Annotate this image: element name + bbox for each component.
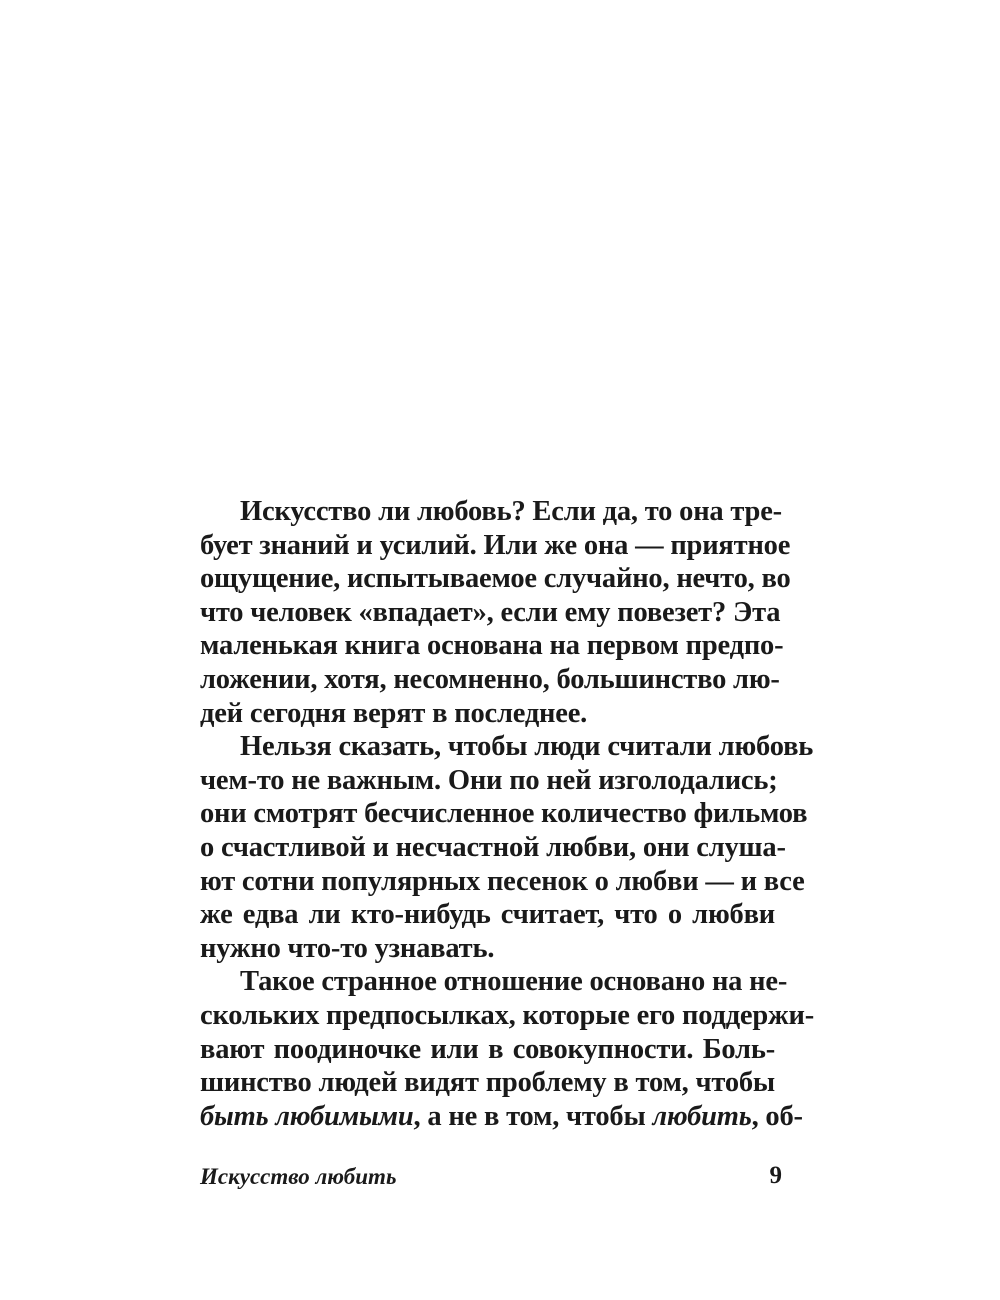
text-line: дей сегодня верят в последнее. — [200, 697, 588, 729]
text-line: бует знаний и усилий. Или же она — приятное — [200, 529, 791, 561]
body-text — [200, 495, 814, 1133]
page-number: 9 — [769, 1162, 782, 1189]
text-line: о счастливой и несчастной любви, они слуша- — [200, 831, 786, 863]
text-line: что человек «впадает», если ему повезет? Эта — [200, 596, 781, 628]
text-line — [200, 1100, 803, 1134]
text-line: они смотрят бесчисленное количество фильмов — [200, 798, 808, 830]
text-line: чем-то не важным. Они по ней изголодались; — [200, 764, 778, 796]
text-line: шинство людей видят проблему в том, чтобы — [200, 1067, 775, 1099]
text-line: ют сотни популярных песенок о любви — и все — [200, 865, 805, 897]
text-line: же едва ли кто-нибудь считает, что о любви — [200, 899, 775, 931]
text-run: , а не в том, чтобы — [413, 1100, 653, 1132]
text-line: Нельзя сказать, чтобы люди считали любовь — [240, 731, 814, 763]
italic-phrase: быть любимыми — [200, 1100, 414, 1132]
paragraph — [200, 495, 791, 730]
italic-phrase: любить — [652, 1100, 752, 1132]
text-line: маленькая книга основана на первом предпо- — [200, 630, 784, 662]
text-line: Искусство ли любовь? Если да, то она тре- — [240, 496, 782, 527]
paragraph — [200, 730, 814, 965]
running-footer-title: Искусство любить — [200, 1164, 397, 1189]
paragraph — [200, 965, 814, 1133]
text-line: скольких предпосылках, которые его поддержи- — [200, 999, 814, 1031]
text-line: вают поодиночке или в совокупности. Боль- — [200, 1033, 775, 1065]
text-line: нужно что-то узнавать. — [200, 932, 495, 964]
text-run: , об- — [751, 1100, 803, 1132]
text-line: Такое странное отношение основано на не- — [240, 966, 788, 998]
text-line: ощущение, испытываемое случайно, нечто, во — [200, 563, 791, 595]
text-line: ложении, хотя, несомненно, большинство лю- — [200, 663, 780, 695]
